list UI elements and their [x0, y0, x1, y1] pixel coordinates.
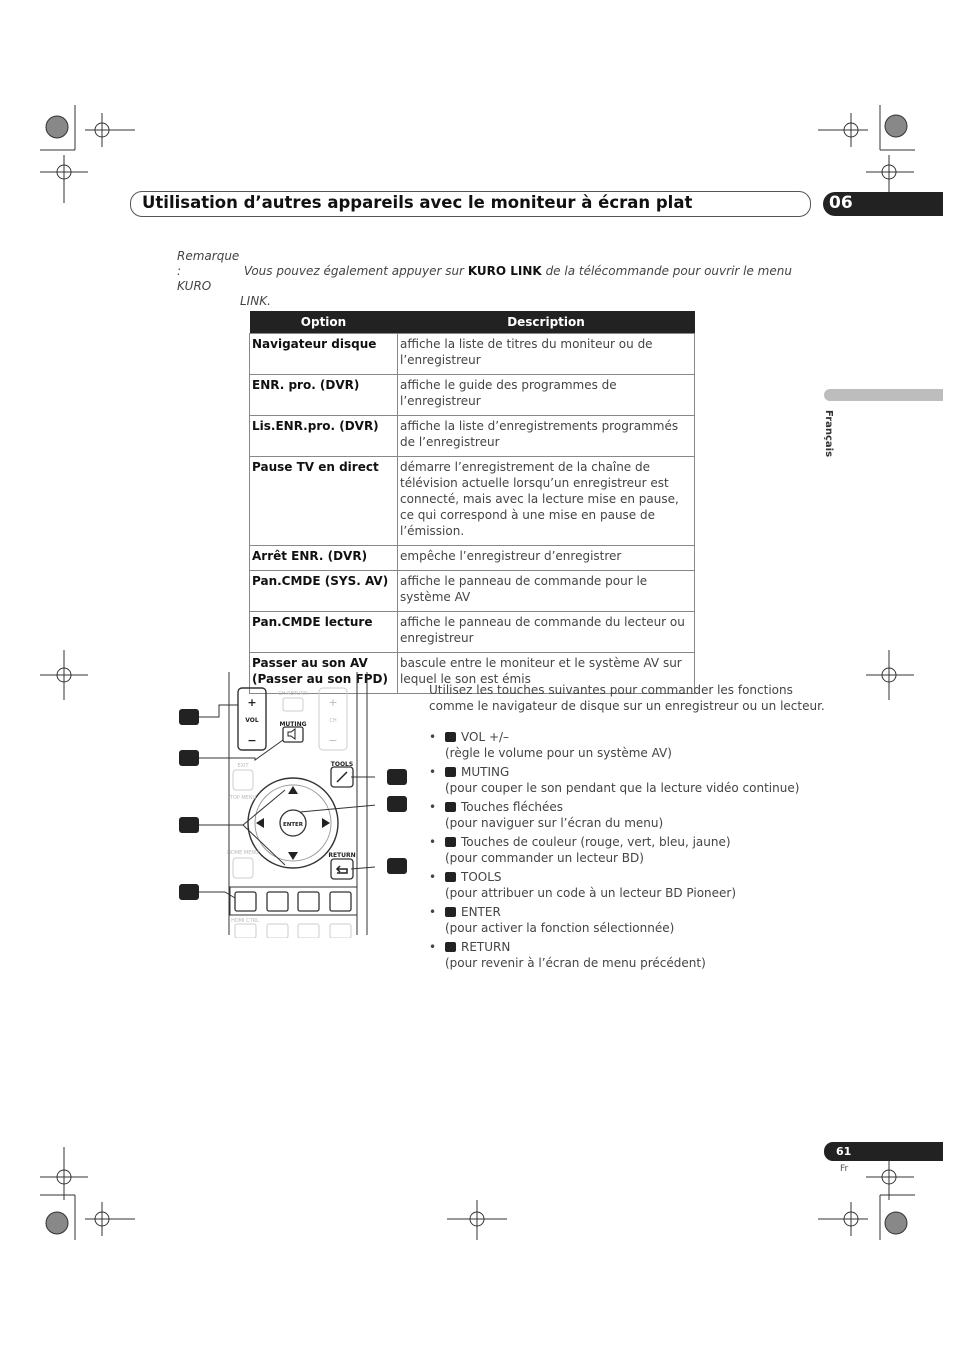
callout-return: [387, 858, 407, 874]
home-menu-label: HOME MENU: [227, 850, 259, 856]
return-label: RETURN: [328, 852, 356, 859]
header-option: Option: [250, 311, 398, 334]
option-cell: Arrêt ENR. (DVR): [250, 546, 398, 571]
note: [177, 249, 807, 309]
table-header-row: [250, 311, 695, 334]
key-name: RETURN: [461, 940, 511, 954]
vol-minus-glyph: −: [247, 734, 257, 747]
remote-illustration: [175, 670, 375, 938]
list-item: • VOL +/– (règle le volume pour un système AV): [429, 730, 672, 760]
callout-enter: [387, 796, 407, 812]
page-title: Utilisation d’autres appareils avec le moniteur à écran plat: [142, 193, 693, 212]
callout-muting: [179, 750, 199, 766]
description-cell: affiche le panneau de commande du lecteur ou enregistreur: [398, 612, 695, 653]
key-marker: [445, 942, 456, 952]
key-marker: [445, 907, 456, 917]
key-name: Touches fléchées: [461, 800, 564, 814]
chapter-number: 06: [829, 193, 853, 213]
green-button: [267, 892, 288, 911]
callout-vol: [179, 709, 199, 725]
option-cell: Pan.CMDE (SYS. AV): [250, 571, 398, 612]
key-marker: [445, 837, 456, 847]
list-item: • RETURN (pour revenir à l’écran de menu précédent): [429, 940, 706, 970]
key-marker: [445, 872, 456, 882]
callout-arrows: [179, 817, 199, 833]
key-name: VOL +/–: [461, 730, 510, 744]
description-cell: démarre l’enregistrement de la chaîne de télévision actuelle lorsqu’un enregistreur est connecté, mais avec la lecture mise en pause, ce qui correspond à une mise en pause de l’émission.: [398, 457, 695, 546]
top-menu-label: TOP MENU: [229, 795, 257, 801]
description-cell: affiche la liste de titres du moniteur ou de l’enregistreur: [398, 334, 695, 375]
table-row: [250, 612, 695, 653]
list-item: • MUTING (pour couper le son pendant que la lecture vidéo continue): [429, 765, 800, 795]
note-keyword: KURO LINK: [467, 264, 542, 278]
page-number: 61: [836, 1145, 852, 1158]
note-lead: Remarque :: [177, 249, 240, 278]
language-tab: [824, 389, 943, 401]
table-row: [250, 457, 695, 546]
tools-label: TOOLS: [330, 761, 354, 768]
table-row: [250, 546, 695, 571]
arrow-left-icon: [256, 818, 264, 828]
table-row: [250, 571, 695, 612]
list-item: • Touches de couleur (rouge, vert, bleu, jaune) (pour commander un lecteur BD): [429, 835, 731, 865]
ch-plus-glyph: +: [328, 696, 338, 709]
list-item: • TOOLS (pour attribuer un code à un lecteur BD Pioneer): [429, 870, 737, 900]
key-desc: (règle le volume pour un système AV): [445, 746, 672, 760]
note-continuation: LINK.: [240, 294, 271, 308]
enter-label: ENTER: [282, 822, 304, 828]
intro-text: Utilisez les touches suivantes pour commander les fonctions comme le navigateur de disque sur un enregistreur ou un lecteur.: [429, 683, 825, 713]
key-marker: [445, 732, 456, 742]
option-cell: Navigateur disque: [250, 334, 398, 375]
key-desc: (pour revenir à l’écran de menu précédent): [445, 956, 706, 970]
note-text-before: Vous pouvez également appuyer sur: [243, 264, 464, 278]
muting-speaker-icon: [288, 729, 295, 739]
key-desc: (pour couper le son pendant que la lecture vidéo continue): [445, 781, 800, 795]
muting-label: MUTING: [279, 721, 307, 728]
table-row: [250, 375, 695, 416]
key-name: TOOLS: [461, 870, 502, 884]
red-button: [235, 892, 256, 911]
ch-return-label: CH RETURN: [278, 691, 308, 697]
description-cell: affiche la liste d’enregistrements programmés de l’enregistreur: [398, 416, 695, 457]
note-text-after: de la télécommande pour ouvrir le menu KURO: [177, 264, 792, 293]
key-list: [429, 729, 829, 974]
wrench-icon: [337, 772, 347, 782]
page-language: Fr: [840, 1164, 849, 1174]
key-desc: (pour commander un lecteur BD): [445, 851, 644, 865]
description-cell: empêche l’enregistreur d’enregistrer: [398, 546, 695, 571]
option-cell: ENR. pro. (DVR): [250, 375, 398, 416]
key-desc: (pour attribuer un code à un lecteur BD Pioneer): [445, 886, 737, 900]
key-name: Touches de couleur (rouge, vert, bleu, jaune): [461, 835, 731, 849]
table-row: [250, 334, 695, 375]
list-item: • ENTER (pour activer la fonction sélectionnée): [429, 905, 675, 935]
description-cell: bascule entre le moniteur et le système AV sur lequel le son est émis: [398, 653, 695, 694]
option-cell: Pan.CMDE lecture: [250, 612, 398, 653]
hdmi-ctrl-label: HDMI CTRL: [231, 918, 259, 924]
arrow-down-icon: [288, 852, 298, 860]
vol-plus-glyph: +: [247, 696, 257, 709]
arrow-right-icon: [322, 818, 330, 828]
callout-color: [179, 884, 199, 900]
table-row: [250, 416, 695, 457]
key-desc: (pour activer la fonction sélectionnée): [445, 921, 675, 935]
key-marker: [445, 802, 456, 812]
yellow-button: [330, 892, 351, 911]
option-cell: Passer au son AV (Passer au son FPD): [250, 653, 398, 694]
description-cell: affiche le panneau de commande pour le système AV: [398, 571, 695, 612]
key-name: MUTING: [461, 765, 510, 779]
callout-tools: [387, 769, 407, 785]
return-arrow-icon: [337, 866, 347, 873]
language-label: Français: [823, 410, 834, 458]
description-cell: affiche le guide des programmes de l’enregistreur: [398, 375, 695, 416]
option-cell: Lis.ENR.pro. (DVR): [250, 416, 398, 457]
arrow-up-icon: [288, 786, 298, 794]
option-cell: Pause TV en direct: [250, 457, 398, 546]
muting-button: [283, 727, 303, 742]
list-item: • Touches fléchées (pour naviguer sur l’écran du menu): [429, 800, 664, 830]
ch-label: CH: [329, 718, 337, 724]
blue-button: [298, 892, 319, 911]
ch-minus-glyph: −: [328, 734, 338, 747]
key-desc: (pour naviguer sur l’écran du menu): [445, 816, 664, 830]
header-description: Description: [398, 311, 695, 334]
exit-label: EXIT: [237, 763, 249, 769]
options-table: [249, 311, 695, 694]
vol-label: VOL: [245, 717, 259, 724]
key-marker: [445, 767, 456, 777]
key-name: ENTER: [461, 905, 501, 919]
